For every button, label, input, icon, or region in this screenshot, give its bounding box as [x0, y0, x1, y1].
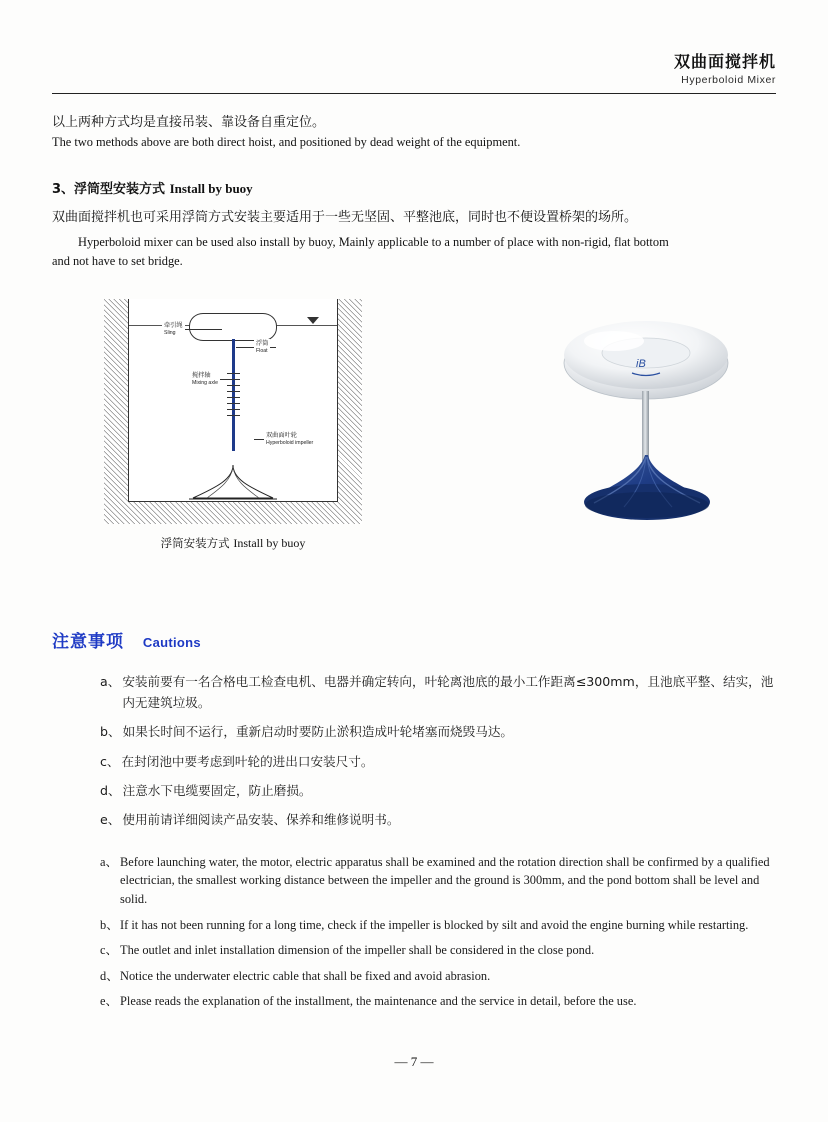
figure-caption-cn: 浮筒安装方式 [160, 536, 230, 551]
float-body [189, 313, 277, 341]
figure-row [52, 299, 776, 567]
pool-outline [128, 299, 338, 502]
figure-caption [104, 535, 362, 551]
water-level-symbol [307, 317, 321, 325]
list-item-text: 安装前要有一名合格电工检查电机、电器并确定转向，叶轮离池底的最小工作距离≤300mm，且池底平整、结实，池内无建筑垃圾。 [122, 674, 774, 710]
list-item [100, 967, 776, 986]
page-number: — 7 — [394, 1054, 434, 1069]
intro-block [52, 112, 776, 153]
header-title-cn: 双曲面搅拌机 [673, 52, 776, 71]
svg-text:iB: iB [636, 358, 646, 371]
section-3-text-en-1: Hyperboloid mixer can be used also install by buoy, Mainly applicable to a number of place with non-rigid, flat bottom [78, 234, 669, 249]
list-item-text: 如果长时间不运行，重新启动时要防止淤积造成叶轮堵塞而烧毁马达。 [122, 724, 513, 740]
intro-text-cn: 以上两种方式均是直接吊装、靠设备自重定位。 [52, 114, 326, 130]
list-item-marker: d、 [100, 782, 121, 798]
section-3-text-en-2: and not have to set bridge. [52, 254, 183, 269]
list-item [100, 672, 776, 713]
list-item [100, 781, 776, 801]
label-hyperboloid-impeller: 双曲面叶轮 Hyperboloid impeller [266, 432, 314, 447]
list-item [100, 722, 776, 742]
list-item-text: The outlet and inlet installation dimension of the impeller shall be considered in the close pond. [120, 943, 595, 958]
cautions-heading-en: Cautions [142, 635, 201, 651]
header-title-en: Hyperboloid Mixer [681, 73, 776, 86]
list-item-text: Notice the underwater electric cable that shall be fixed and avoid abrasion. [120, 968, 491, 983]
list-item-marker: b、 [100, 724, 121, 740]
section-3-body [52, 207, 776, 271]
list-item-text: 在封闭池中要考虑到叶轮的进出口安装尺寸。 [121, 753, 374, 769]
list-item-marker: c、 [100, 943, 118, 958]
section-3-heading [52, 178, 776, 197]
cautions-list-en [52, 853, 776, 1011]
mixer-product-photo [528, 305, 768, 545]
list-item-marker: c、 [100, 753, 120, 769]
label-sling: 牵引绳 Sling [164, 322, 183, 337]
section-3-heading-en: Install by buoy [169, 181, 253, 197]
list-item [100, 810, 776, 830]
list-item-marker: b、 [100, 917, 119, 932]
list-item-text: 使用前请详细阅读产品安装、保养和维修说明书。 [122, 812, 400, 828]
cautions-list-cn [52, 672, 776, 830]
list-item [100, 992, 776, 1011]
page-footer [0, 1054, 828, 1070]
list-item [100, 853, 776, 909]
list-item-text: 注意水下电缆要固定，防止磨损。 [122, 782, 312, 798]
section-3-text-cn: 双曲面搅拌机也可采用浮筒方式安装主要适用于一些无坚固、平整池底，同时也不便设置桥架的场所。 [52, 210, 638, 226]
list-item-text: Please reads the explanation of the installment, the maintenance and the service in detail, before the use. [120, 994, 637, 1009]
header-divider [52, 93, 776, 94]
list-item-text: If it has not been running for a long time, check if the impeller is blocked by silt and avoid the engine burning while restarting. [120, 917, 749, 932]
buoy-installation-diagram [104, 299, 362, 524]
list-item-marker: d、 [100, 968, 119, 983]
list-item-marker: a、 [100, 674, 121, 690]
list-item [100, 752, 776, 772]
list-item-marker: a、 [100, 854, 118, 869]
label-float: 浮筒 Float [256, 340, 269, 355]
list-item-marker: e、 [100, 994, 118, 1009]
intro-text-en: The two methods above are both direct hoist, and positioned by dead weight of the equipment. [52, 135, 521, 150]
list-item-marker: e、 [100, 812, 121, 828]
list-item [100, 941, 776, 960]
list-item [100, 916, 776, 935]
list-item-text: Before launching water, the motor, electric apparatus shall be examined and the rotation direction shall be confirmed by a qualified electrician, the smallest working distance between the impeller and the ground is 300mm, and the pond bottom shall be level and solid. [120, 854, 770, 906]
figure-caption-en: Install by buoy [233, 536, 306, 551]
section-3-heading-cn: 3、浮筒型安装方式 [52, 182, 166, 198]
label-mixing-axle: 搅拌轴 Mixing axle [192, 372, 218, 387]
hyperboloid-impeller [187, 465, 279, 501]
page-header [52, 0, 776, 86]
cautions-heading-cn: 注意事项 [52, 632, 124, 653]
cautions-heading [52, 627, 776, 652]
